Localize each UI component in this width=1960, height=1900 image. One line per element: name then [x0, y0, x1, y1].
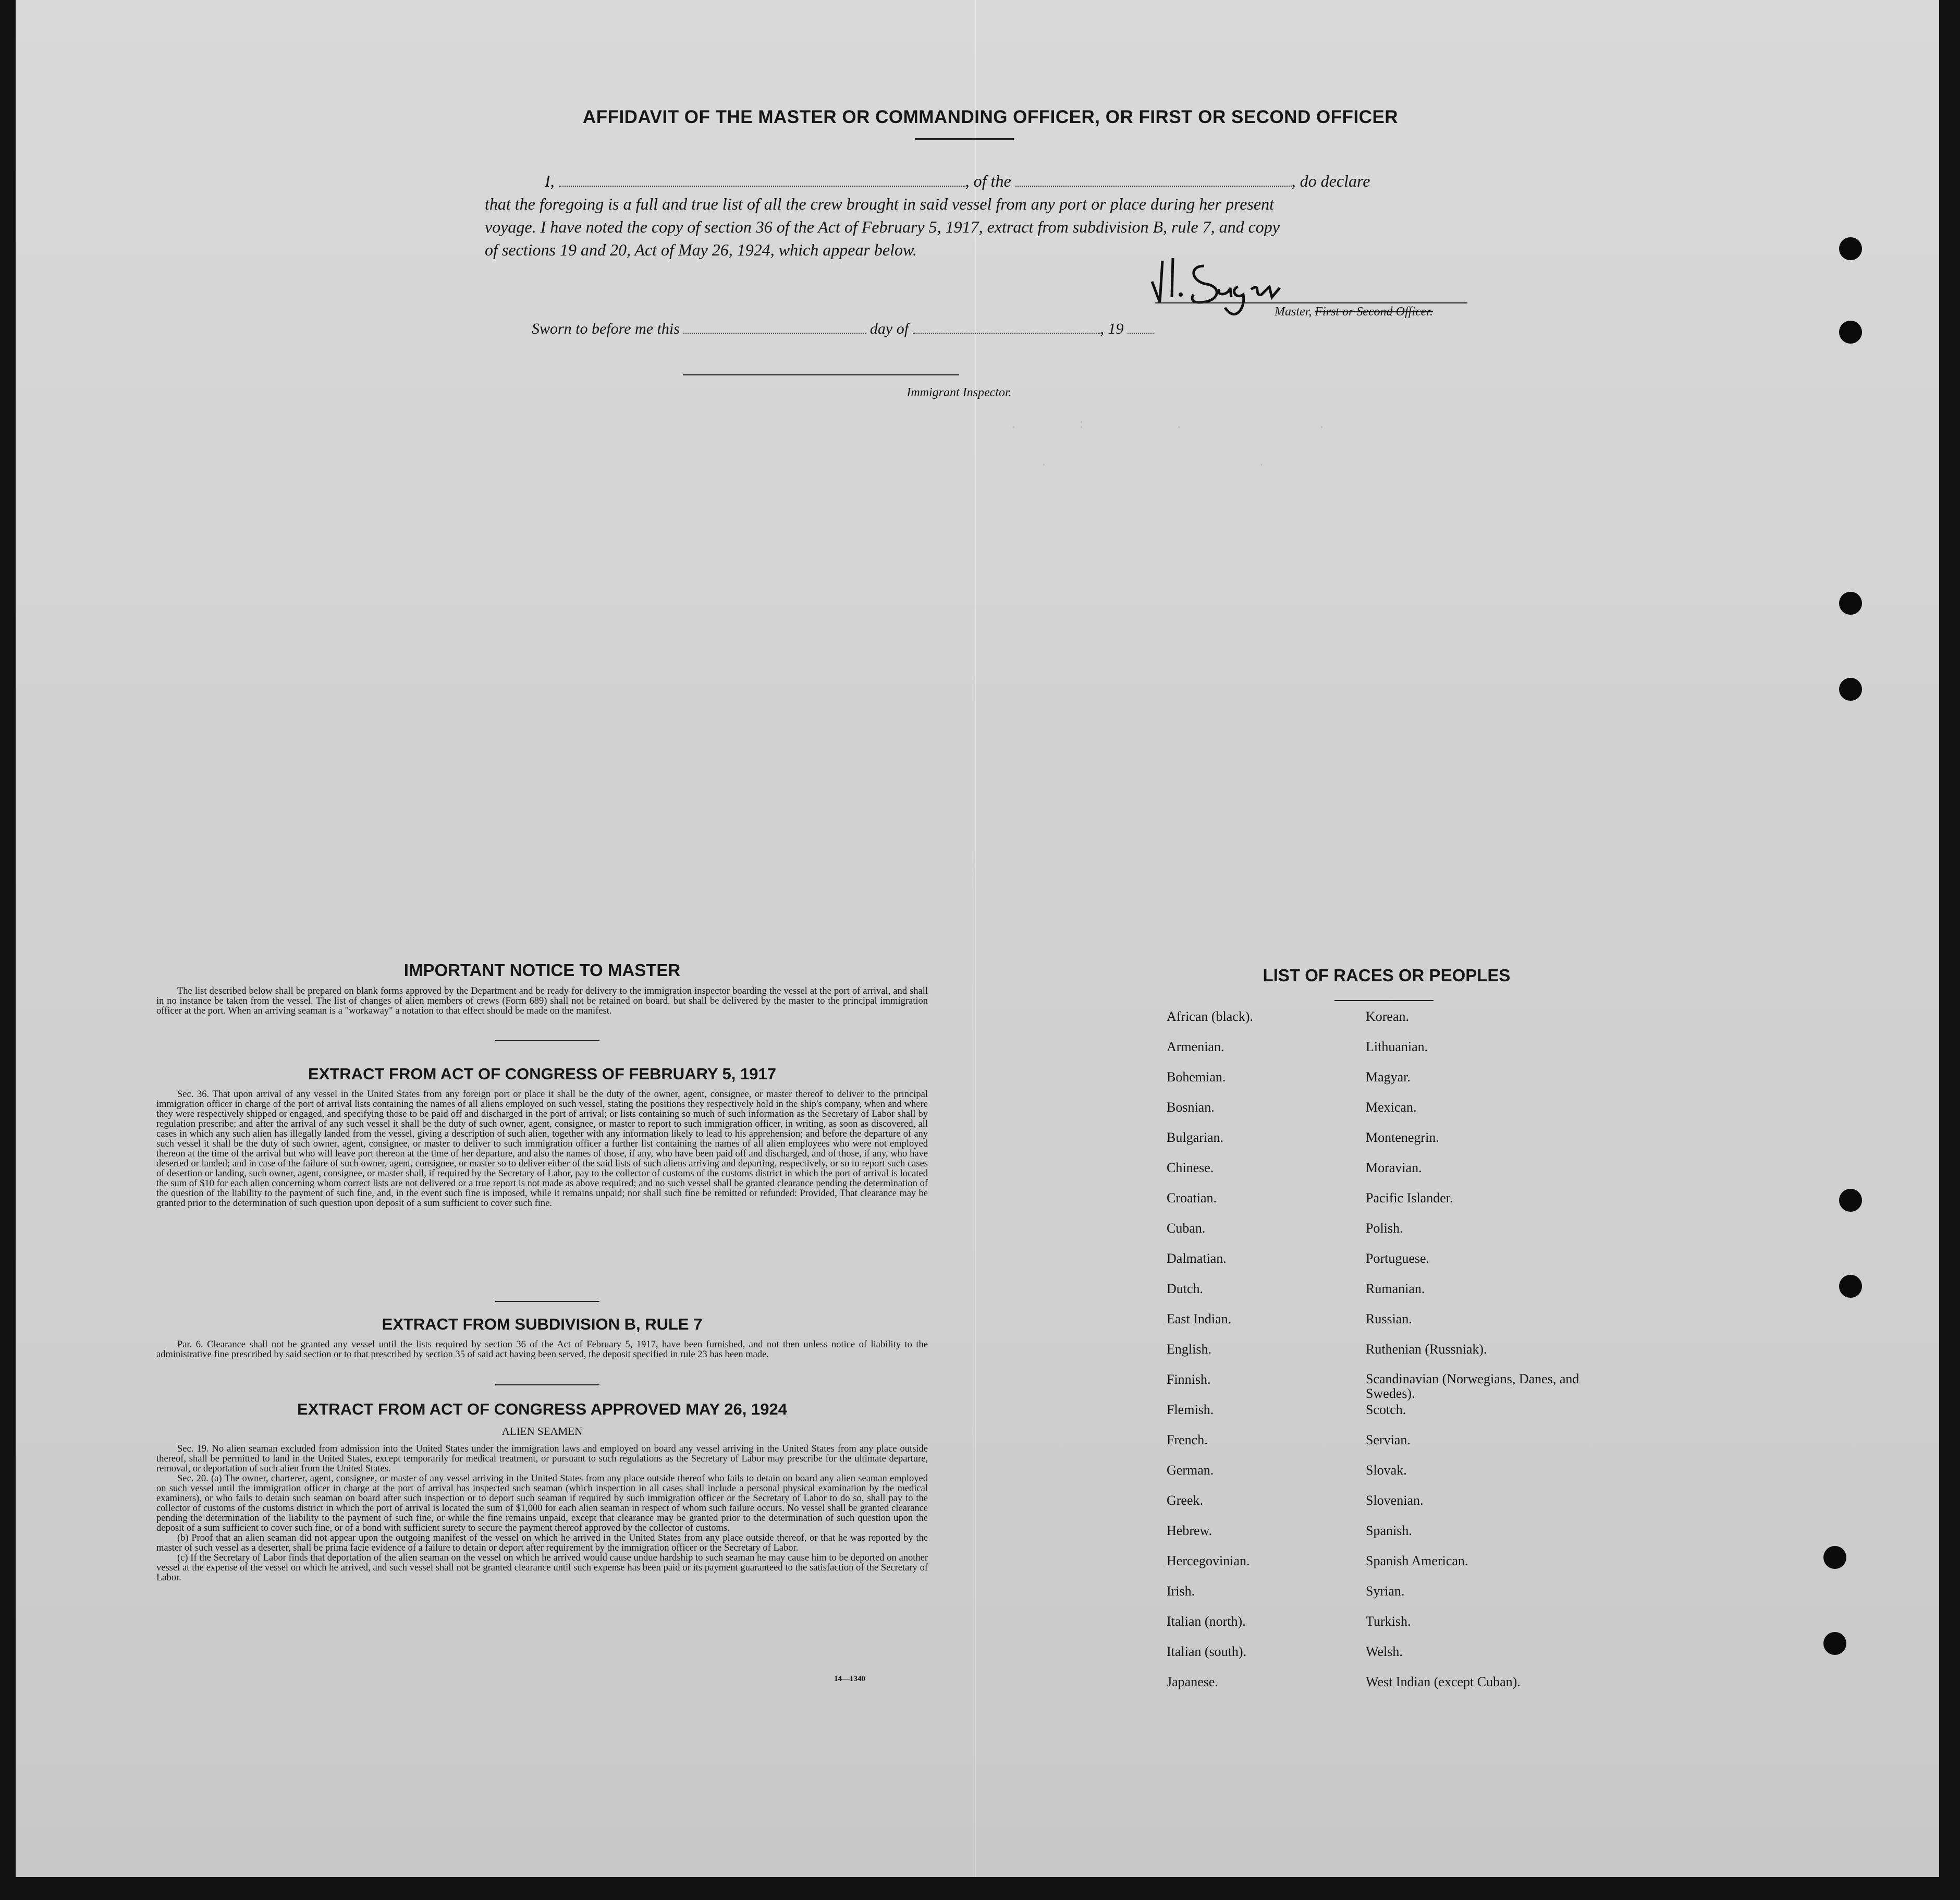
section-20c-text: (c) If the Secretary of Labor finds that deportation of the alien seaman on the vessel on which he arrived would cause undue hardship to such seaman he may cause him to be deported on another vessel at the expense of the vessel on which he arrived, and such vessel shall not be granted clearance until such expense has been paid or its payment guaranteed to the satisfaction of the Secretary of Labor.: [156, 1553, 928, 1583]
race-item: Turkish.: [1366, 1614, 1411, 1629]
section-20a-text: Sec. 20. (a) The owner, charterer, agent, consignee, or master of any vessel arriving in the United States from any place outside thereof who fails to detain on board any alien seaman employed on such vessel until the immigration officer in charge at the port of arrival has inspected such seaman (which inspection in all cases shall include a personal physical examination by the medical examiners), or who fails to detain such seaman on board after such inspection or to deport such seaman if required by such immigration officer or the Secretary of Labor to do so, shall pay to the collector of customs of the customs district in which the port of arrival is located the sum of $1,000 for each alien seaman in respect of whom such failure occurs. No vessel shall be granted clearance pending the determination of the liability to the payment of such fine, or while the fine remains unpaid, except that clearance may be granted prior to the determination of such question upon the deposit of a sum sufficient to cover such fine, or of a bond with sufficient surety to secure the payment thereof approved by the collector of customs.: [156, 1473, 928, 1533]
race-item: Italian (south).: [1167, 1644, 1247, 1659]
affidavit-i: I,: [545, 172, 555, 190]
notice-title: IMPORTANT NOTICE TO MASTER: [403, 960, 681, 980]
sworn-line: [532, 318, 1154, 338]
affidavit-declare: , do declare: [1291, 172, 1370, 190]
affidavit-of-the: , of the: [965, 172, 1011, 190]
race-item: Welsh.: [1366, 1644, 1403, 1659]
race-item: Dutch.: [1167, 1281, 1204, 1296]
sworn-day-blank: [683, 318, 866, 334]
extract-rule7-body: [156, 1340, 928, 1360]
race-item: Chinese.: [1167, 1160, 1214, 1175]
race-item: Magyar.: [1366, 1069, 1411, 1085]
race-item: Dalmatian.: [1167, 1251, 1227, 1266]
race-item: Irish.: [1167, 1584, 1195, 1599]
race-item: Lithuanian.: [1366, 1039, 1428, 1054]
races-right-column: [1366, 1009, 1595, 1704]
races-title-rule: [1334, 1000, 1434, 1001]
race-item: Slovak.: [1366, 1463, 1407, 1478]
punch-hole: [1839, 1189, 1862, 1212]
race-item: Montenegrin.: [1366, 1130, 1439, 1145]
race-item: Italian (north).: [1167, 1614, 1246, 1629]
notice-body: [156, 986, 928, 1016]
form-number: 14—1340: [834, 1675, 865, 1683]
race-item: Scandinavian (Norwegians, Danes, and Swedes).: [1366, 1371, 1579, 1401]
race-item: Spanish.: [1366, 1523, 1412, 1538]
race-item: Armenian.: [1167, 1039, 1224, 1054]
affidavit-title: AFFIDAVIT OF THE MASTER OR COMMANDING OFFICER, OR FIRST OR SECOND OFFICER: [582, 107, 1399, 127]
race-item: Finnish.: [1167, 1372, 1211, 1387]
race-item: Ruthenian (Russniak).: [1366, 1342, 1487, 1357]
race-item: Hebrew.: [1167, 1523, 1212, 1538]
punch-hole: [1823, 1632, 1846, 1655]
divider: [495, 1040, 599, 1041]
master-label: Master,: [1275, 305, 1312, 319]
name-blank: [559, 171, 965, 187]
divider: [495, 1301, 599, 1302]
section-36-text: Sec. 36. That upon arrival of any vessel in the United States from any foreign port or place it shall be the duty of the owner, agent, consignee, or master thereof to deliver to the principal immigration officer in charge of the port of arrival lists containing the names of all aliens employed on such vessel, stating the positions they respectively hold in the ship's company, when and where they were respectively shipped or engaged, and specifying those to be paid off and discharged in the port of arrival; or lists containing so much of such information as the Secretary of Labor shall by regulation prescribe; and after the arrival of any such vessel it shall be the duty of such owner, agent, consignee, or master to report to such immigration officer, in writing, as soon as discovered, all cases in which any such alien has illegally landed from the vessel, giving a description of such alien, together with any information likely to lead to his apprehension; and before the departure of any such vessel it shall be the duty of such owner, agent, consignee, or master to deliver to such immigration officer a further list containing the names of all alien employees who were not employed thereon at the time of the arrival but who will leave port thereon at the time of her departure, and also the names of those, if any, who have been paid off and discharged, and of those, if any, who have deserted or landed; and in case of the failure of such owner, agent, consignee, or master so to deliver either of the said lists of such aliens arriving and departing, respectively, or so to report such cases of desertion or landing, such owner, agent, consignee, or master shall, if required by the Secretary of Labor, pay to the collector of customs of the customs district in which the port of arrival is located the sum of $10 for each alien concerning whom correct lists are not delivered or a true report is not made as above required; and no such vessel shall be granted clearance pending the determination of the question of the liability to the payment of such fine, and, in the event such fine is imposed, while it remains unpaid; nor shall such fine be remitted or refunded: Provided, That clearance may be granted prior to the determination of such question upon deposit of a sum sufficient to cover such fine.: [156, 1089, 928, 1209]
signature-line: [1155, 302, 1467, 303]
affidavit-line-2: that the foregoing is a full and true list of all the crew brought in said vessel from any port or place during her present: [485, 194, 1274, 213]
races-title: LIST OF RACES OR PEOPLES: [1263, 966, 1511, 985]
punch-hole: [1823, 1546, 1846, 1569]
section-19-text: Sec. 19. No alien seaman excluded from admission into the United States under the immigration laws and employed on board any vessel arriving in the United States from any place outside thereof, shall be permitted to land in the United States, except temporarily for medical treatment, or pursuant to such regulations as the Secretary of Labor may prescribe for the ultimate departure, removal, or deportation of such alien from the United States.: [156, 1444, 928, 1474]
bleed-through-text: . : . . . .: [980, 418, 1326, 470]
race-item: Bosnian.: [1167, 1100, 1215, 1115]
inspector-caption: Immigrant Inspector.: [906, 386, 1012, 399]
race-item: Korean.: [1366, 1009, 1410, 1024]
race-item: German.: [1167, 1463, 1214, 1478]
rule7-text: Par. 6. Clearance shall not be granted any vessel until the lists required by section 36 of the Act of February 5, 1917, have been furnished, and not then unless notice of liability to the administrative fine prescribed by said section or to that prescribed by section 35 of said act having been served, the deposit specified in rule 23 has been made.: [156, 1339, 928, 1360]
alien-seamen-subtitle: ALIEN SEAMEN: [501, 1425, 583, 1438]
races-left-column: [1167, 1009, 1253, 1704]
race-item: African (black).: [1167, 1009, 1254, 1024]
race-item: Pacific Islander.: [1366, 1190, 1453, 1205]
race-item: French.: [1167, 1432, 1208, 1447]
document-page: [16, 0, 1939, 1877]
punch-hole: [1839, 678, 1862, 701]
section-20b-text: (b) Proof that an alien seaman did not appear upon the outgoing manifest of the vessel on which he arrived in the United States from any place outside thereof, or that he was reported by the master of such vessel as a deserter, shall be prima facie evidence of a failure to detain or deport after requirement by the immigration officer or the Secretary of Labor.: [156, 1533, 928, 1553]
race-item: Mexican.: [1366, 1100, 1417, 1115]
punch-hole: [1839, 321, 1862, 344]
race-item: Scotch.: [1366, 1402, 1406, 1417]
sworn-month-blank: [913, 318, 1100, 334]
race-item: Rumanian.: [1366, 1281, 1425, 1296]
race-item: Russian.: [1366, 1311, 1412, 1326]
affidavit-body: [485, 169, 1506, 261]
day-of-label: day of: [869, 320, 909, 337]
race-item: West Indian (except Cuban).: [1366, 1674, 1521, 1689]
year-label: , 19: [1100, 320, 1124, 337]
race-item: Polish.: [1366, 1221, 1403, 1236]
divider: [495, 1384, 599, 1385]
race-item: English.: [1167, 1342, 1211, 1357]
race-item: Croatian.: [1167, 1190, 1217, 1205]
race-item: East Indian.: [1167, 1311, 1232, 1326]
race-item: Moravian.: [1366, 1160, 1422, 1175]
race-item: Cuban.: [1167, 1221, 1206, 1236]
race-item: Bohemian.: [1167, 1069, 1226, 1085]
vessel-blank: [1015, 171, 1292, 187]
title-rule: [915, 138, 1014, 140]
extract-rule7-title: EXTRACT FROM SUBDIVISION B, RULE 7: [382, 1315, 703, 1333]
master-caption: [1275, 305, 1433, 319]
race-item: Greek.: [1167, 1493, 1204, 1508]
race-item: Bulgarian.: [1167, 1130, 1224, 1145]
fold-line: [975, 0, 976, 1877]
race-item: Syrian.: [1366, 1584, 1405, 1599]
race-item: Japanese.: [1167, 1674, 1218, 1689]
inspector-line: [683, 374, 959, 375]
race-item: Servian.: [1366, 1432, 1411, 1447]
race-item: Spanish American.: [1366, 1553, 1468, 1568]
punch-hole: [1839, 1275, 1862, 1298]
punch-hole: [1839, 592, 1862, 615]
race-item: Slovenian.: [1366, 1493, 1424, 1508]
affidavit-line-3: voyage. I have noted the copy of section 36 of the Act of February 5, 1917, extract from subdivision B, rule 7, and copy: [485, 217, 1280, 236]
extract-1924-body: [156, 1444, 928, 1583]
affidavit-line-4: of sections 19 and 20, Act of May 26, 1924, which appear below.: [485, 240, 917, 259]
race-item: Portuguese.: [1366, 1251, 1430, 1266]
race-item: Hercegovinian.: [1167, 1553, 1250, 1568]
sworn-label: Sworn to before me this: [532, 320, 680, 337]
punch-hole: [1839, 237, 1862, 260]
sworn-year-blank: [1128, 318, 1154, 334]
extract-1924-title: EXTRACT FROM ACT OF CONGRESS APPROVED MAY 26, 1924: [297, 1400, 787, 1418]
struck-officer-label: First or Second Officer.: [1315, 305, 1433, 319]
notice-paragraph: The list described below shall be prepared on blank forms approved by the Department and be ready for delivery to the immigration inspector boarding the vessel at the port of arrival, and shall in no instance be taken from the vessel. The list of changes of alien members of crews (Form 689) shall not be retained on board, but shall be delivered by the master to the principal immigration officer at the port. When an arriving seaman is a "workaway" a notation to that effect should be made on the manifest.: [156, 986, 928, 1016]
extract-1917-body: [156, 1090, 928, 1209]
race-item: Flemish.: [1167, 1402, 1214, 1417]
extract-1917-title: EXTRACT FROM ACT OF CONGRESS OF FEBRUARY 5, 1917: [308, 1065, 776, 1083]
